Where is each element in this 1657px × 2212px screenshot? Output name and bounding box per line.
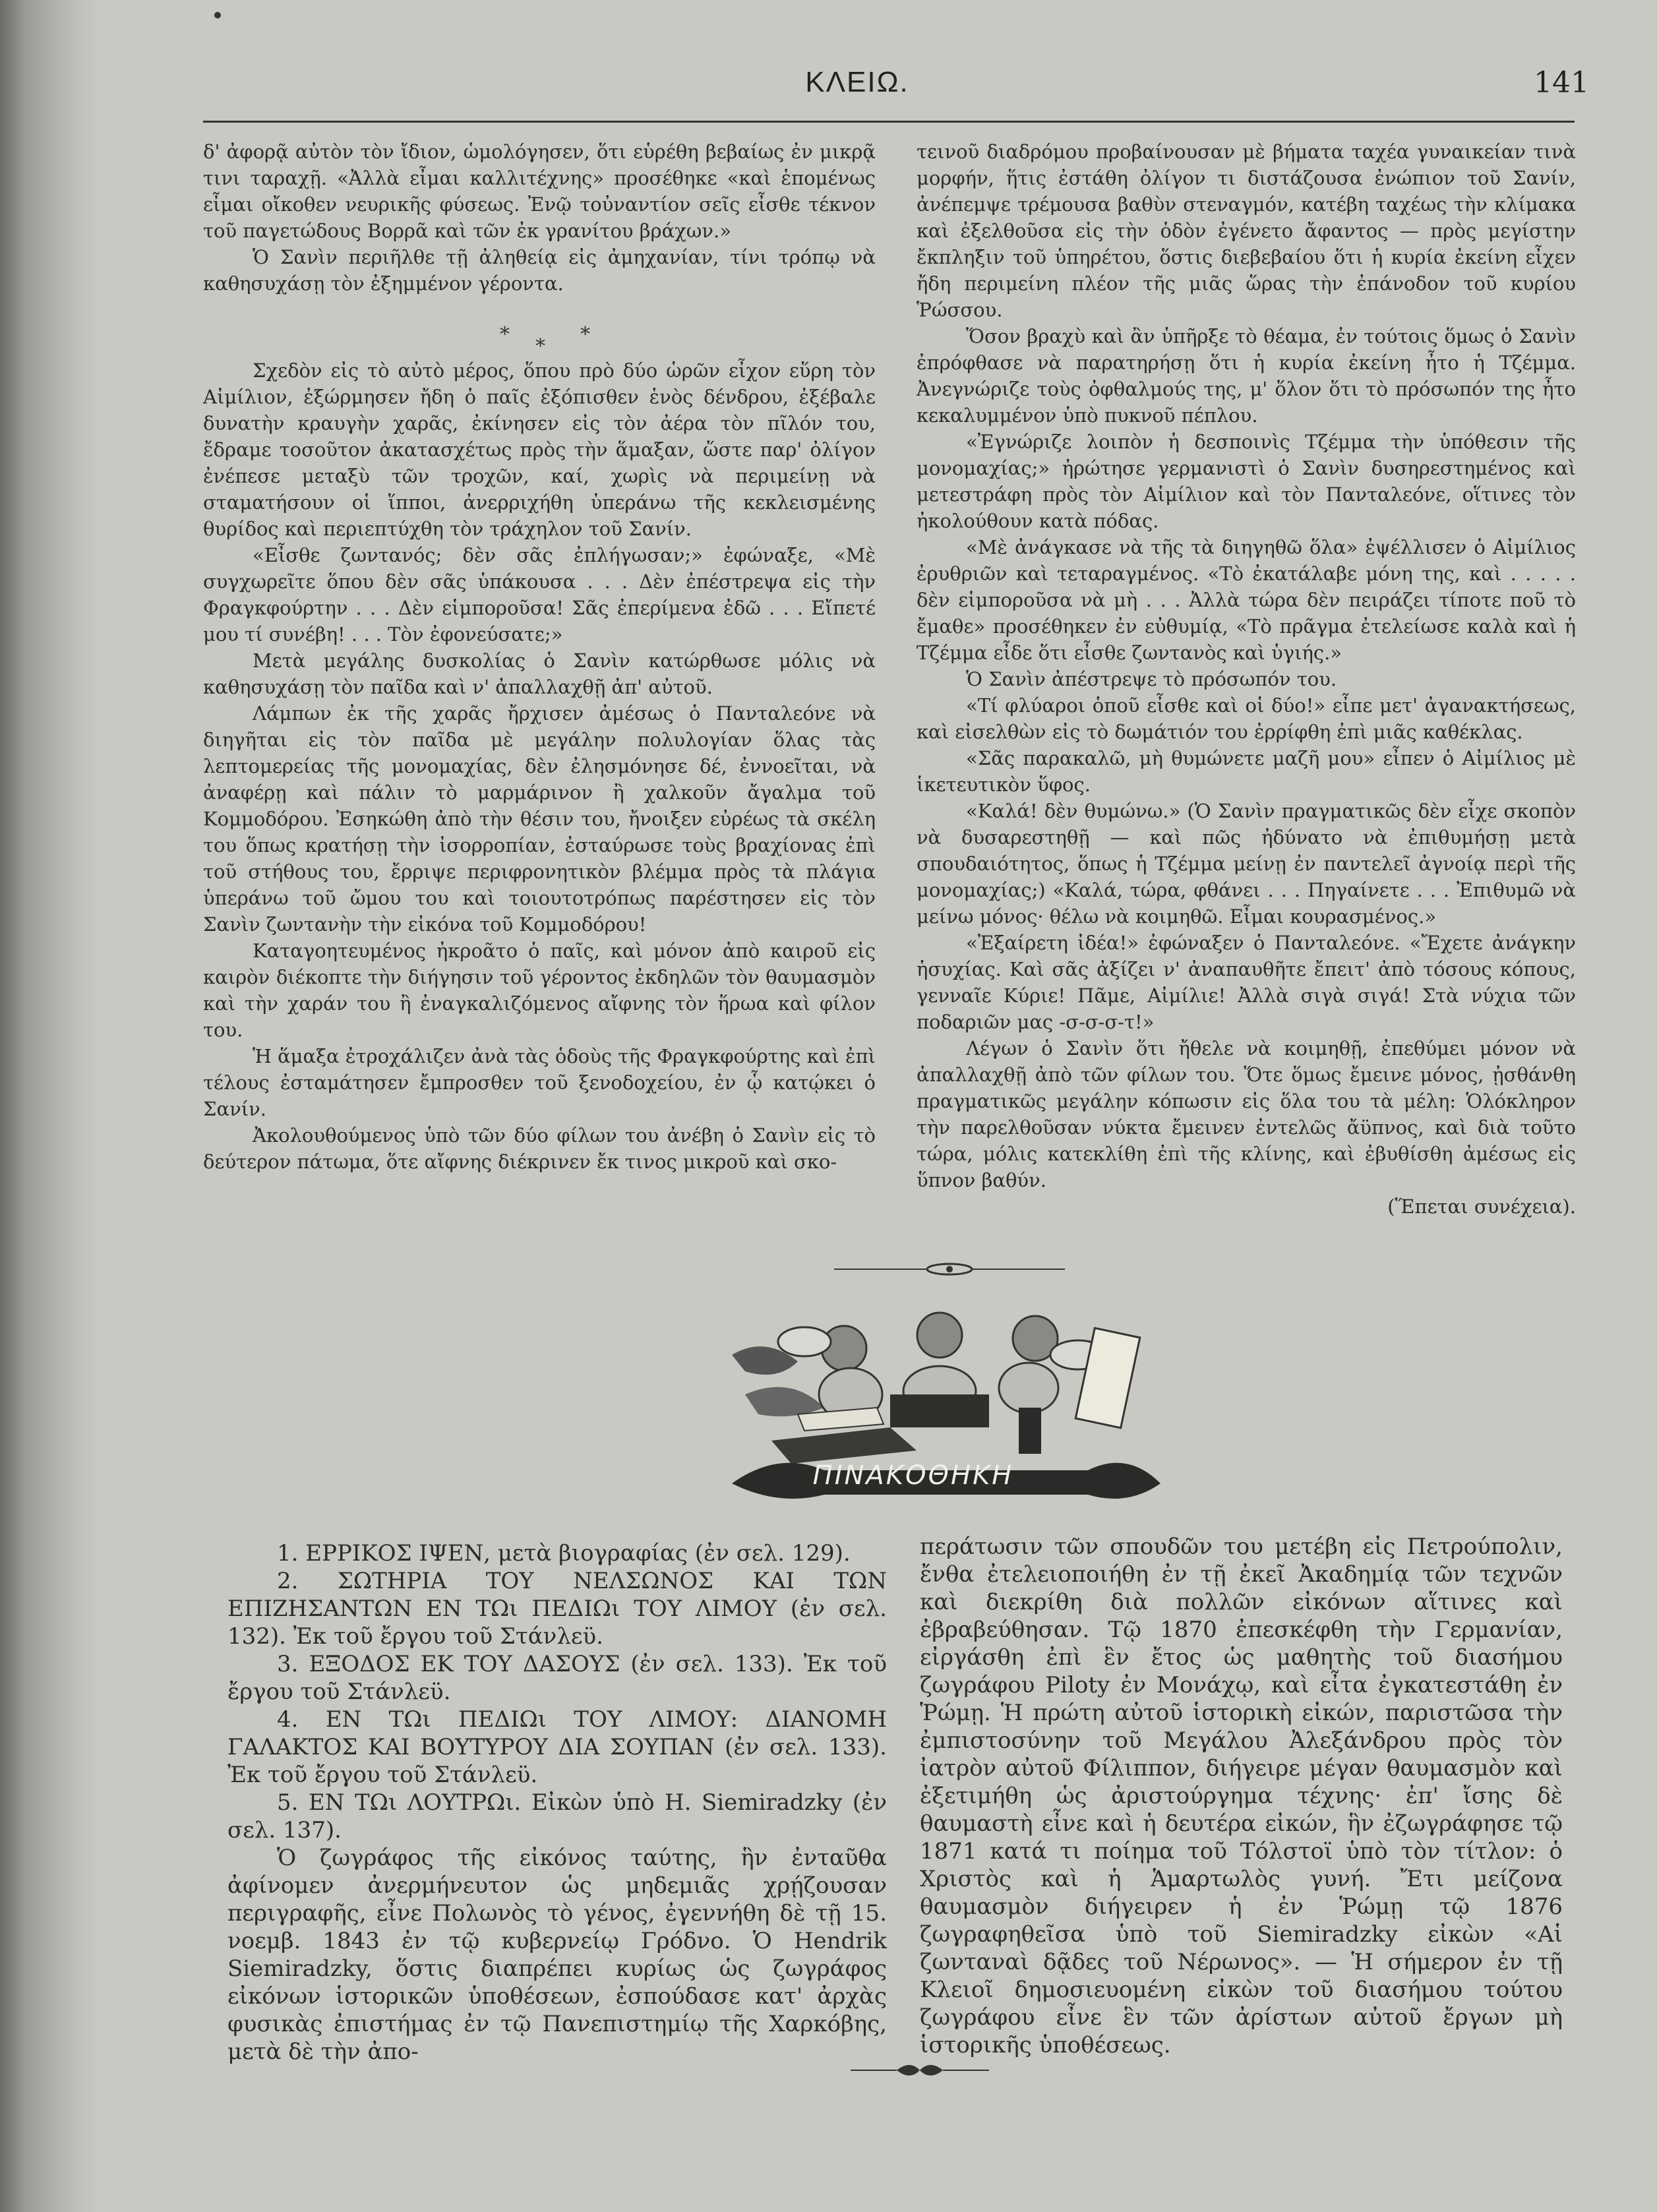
painter-bio: Ὁ ζωγράφος τῆς εἰκόνος ταύτης, ἣν ἐνταῦθα ἀφίνομεν ἀνερμήνευτον ὡς μηδεμιᾶς χρῄζουσαν περιγραφῆς, εἶνε Πολωνὸς τὸ γένος, ἐγεννήθη δὲ τῇ 15. νοεμβ. 1843 ἐν τῷ κυβερνείῳ Γρόδνο. Ὁ Hendrik Siemiradzky, ὅστις διαπρέπει κυρίως ὡς ζωγράφος εἰκόνων ἱστορικῶν ὑποθέσεων, ἐσπούδασε κατ' ἀρχὰς φυσικὰς ἐπιστήμας ἐν τῷ Πανεπιστημίῳ τῆς Χαρκόβης, μετὰ δὲ τὴν ἀπο- bbox=[227, 1845, 887, 2065]
cherub-wing bbox=[778, 1327, 831, 1356]
paragraph: «Ἐξαίρετη ἰδέα!» ἐφώναξεν ὁ Πανταλεόνε. «Ἔχετε ἀνάγκην ἡσυχίας. Καὶ σᾶς ἀξίζει ν' ἀναπαυθῆτε ἔπειτ' ἀπὸ τόσους κόπους, γενναῖε Κύριε! Πᾶμε, Αἰμίλιε! Ἀλλὰ σιγὰ σιγά! Στὰ νύχια τῶν ποδαριῶν μας -σ-σ-σ-τ!» bbox=[917, 932, 1576, 1033]
ink-speck bbox=[214, 12, 221, 18]
paragraph: δ' ἀφορᾷ αὐτὸν τὸν ἴδιον, ὡμολόγησεν, ὅτι εὑρέθη βεβαίως ἐν μικρᾷ τινι ταραχῇ. «Ἀλλὰ εἶμαι καλλιτέχνης» προσέθηκε «καὶ ἑπομένως εἶμαι οἴκοθεν νευρικῆς φύσεως. Ἐνῷ τοὐναντίον σεῖς εἶσθε τέκνον τοῦ παγετώδους Βορρᾶ καὶ τῶν ἐκ γρανίτου βράχων.» bbox=[203, 140, 876, 242]
paragraph: Σχεδὸν εἰς τὸ αὐτὸ μέρος, ὅπου πρὸ δύο ὡρῶν εἶχον εὕρη τὸν Αἰμίλιον, ἐξώρμησεν ἤδη ὁ παῖς ἐξόπισθεν ἑνὸς δένδρου, ἐξέβαλε δυνατὴν κραυγὴν χαρᾶς, ἐκίνησεν εἰς τὸν ἀέρα τὸν πῖλόν του, ἔδραμε τοσοῦτον ἀκατασχέτως πρὸς τὴν ἅμαξαν, ὥστε παρ' ὀλίγον ἐνέπεσε μεταξὺ τῶν τροχῶν, καί, χωρὶς νὰ περιμείνῃ νὰ σταματήσουν οἱ ἵπποι, ἀνερριχήθη ὑπεράνω τῆς κεκλεισμένης θυρίδος καὶ περιεπτύχθη τὸν τράχηλον τοῦ Σανίν. bbox=[203, 359, 876, 540]
item-text: ΕΝ ΤΩι ΛΟΥΤΡΩι. Εἰκὼν ὑπὸ Η. Siemiradzky (ἐν σελ. 137). bbox=[227, 1789, 887, 1843]
item-text: ΕΡΡΙΚΟΣ ΙΨΕΝ, μετὰ βιογραφίας (ἐν σελ. 129). bbox=[305, 1540, 851, 1567]
running-title: ΚΛΕΙΩ. bbox=[805, 66, 909, 98]
paragraph: τεινοῦ διαδρόμου προβαίνουσαν μὲ βήματα ταχέα γυναικείαν τινὰ μορφήν, ἥτις ἐστάθη ὀλίγον τι διστάζουσα ἐνώπιον τοῦ Σανίν, ἀνέπεμψε τρέμουσα βαθὺν στεναγμόν, κατέβη ταχέως τὴν κλίμακα καὶ ἐξελθοῦσα εἰς τὴν ὁδὸν ἐγένετο ἄφαντος — πρὸς μεγίστην ἔκπληξιν τοῦ ὑπηρέτου, ὅστις διεβεβαίου ὅτι ἡ κυρία ἐκείνη εἶχεν ἤδη περιμείνη πλέον τῆς μιᾶς ὥρας τὴν ἐπάνοδον τοῦ κυρίου Ῥώσσου. bbox=[917, 140, 1576, 321]
star: * bbox=[500, 323, 510, 346]
paragraph: Ὅσον βραχὺ καὶ ἂν ὑπῆρξε τὸ θέαμα, ἐν τούτοις ὅμως ὁ Σανὶν ἐπρόφθασε νὰ παρατηρήσῃ ὅτι ἡ κυρία ἐκείνη ἦτο ἡ Τζέμμα. Ἀνεγνώριζε τοὺς ὀφθαλμούς της, μ' ὅλον ὅτι τὸ πρόσωπόν της ἦτο κεκαλυμμένον ὑπὸ πυκνοῦ πέπλου. bbox=[917, 325, 1576, 427]
paragraph: Μετὰ μεγάλης δυσκολίας ὁ Σανὶν κατώρθωσε μόλις νὰ καθησυχάσῃ τὸν παῖδα καὶ ν' ἀπαλλαχθῇ ἀπ' αὐτοῦ. bbox=[203, 649, 876, 698]
rule-ornament bbox=[834, 1256, 1065, 1282]
paragraph: Λάμπων ἐκ τῆς χαρᾶς ἤρχισεν ἀμέσως ὁ Πανταλεόνε νὰ διηγῆται εἰς τὸν παῖδα μὲ μεγάλην πολυλογίαν ὅλας τὰς λεπτομερείας τῆς μονομαχίας, δὲν ἐλησμόνησε δέ, ἐννοεῖται, νὰ ἀναφέρῃ καὶ πάλιν τὸ μαρμάρινον ἢ χαλκοῦν ἄγαλμα τοῦ Κομμοδόρου. Ἐσηκώθη ἀπὸ τὴν θέσιν του, ἤνοιξεν εὐρέως τὰ σκέλη του ὅπως κρατήσῃ τὴν ἰσορροπίαν, ἐσταύρωσε τοὺς βραχίονας ἐπὶ τοῦ στήθους του, ἔρριψε περιφρονητικὸν βλέμμα πρὸς τὰ πλάγια ὑπεράνω τοῦ ὤμου του καὶ τοιουτοτρόπως παρέστησεν εἰς τὸν Σανὶν ζωντανὴν τὴν εἰκόνα τοῦ Κομμοδόρου! bbox=[203, 702, 876, 936]
painter-bio-continued: περάτωσιν τῶν σπουδῶν του μετέβη εἰς Πετρούπολιν, ἔνθα ἐτελειοποιήθη ἐν τῇ ἐκεῖ Ἀκαδημίᾳ τῶν τεχνῶν καὶ διεκρίθη διὰ πολλῶν εἰκόνων αἵτινες καὶ ἐβραβεύθησαν. Τῷ 1870 ἐπεσκέφθη τὴν Γερμανίαν, εἰργάσθη ἐπὶ ἓν ἔτος ὡς μαθητὴς τοῦ διασήμου ζωγράφου Piloty ἐν Μονάχῳ, καὶ εἶτα ἐγκατεστάθη ἐν Ῥώμῃ. Ἡ πρώτη αὐτοῦ ἱστορικὴ εἰκών, παριστῶσα τὴν ἐμπιστοσύνην τοῦ Μεγάλου Ἀλεξάνδρου πρὸς τὸν ἰατρὸν αὐτοῦ Φίλιππον, διήγειρε μέγαν θαυμασμὸν καὶ ἐξετιμήθη ὡς ἀριστούργημα τέχνης· ἐπ' ἴσης δὲ θαυμαστὴ εἶνε καὶ ἡ δευτέρα εἰκών, ἣν ἐζωγράφησε τῷ 1871 κατά τι ποίημα τοῦ Τόλστοϊ ὑπὸ τὸν τίτλον: ὁ Χριστὸς καὶ ἡ Ἁμαρτωλὸς γυνή. Ἔτι μείζονα θαυμασμὸν διήγειρεν ἡ ἐν Ῥώμῃ τῷ 1876 ζωγραφηθεῖσα ὑπὸ τοῦ Siemiradzky εἰκὼν «Αἱ ζωνταναὶ δᾷδες τοῦ Νέρωνος». — Ἡ σήμερον ἐν τῇ Κλειοῖ δημοσιευομένη εἰκὼν τοῦ διασήμου τούτου ζωγράφου εἶνε ἓν τῶν ἀρίστων αὐτοῦ ἔργων μὴ ἱστορικῆς ὑποθέσεως. bbox=[920, 1534, 1563, 2058]
paragraph: «Σᾶς παρακαλῶ, μὴ θυμώνετε μαζῆ μου» εἶπεν ὁ Αἰμίλιος μὲ ἱκετευτικὸν ὕφος. bbox=[917, 747, 1576, 796]
star: * bbox=[580, 323, 590, 346]
gallery-item bbox=[227, 1567, 887, 1650]
page-edge-shadow bbox=[0, 0, 99, 2212]
gallery-item bbox=[227, 1539, 887, 1567]
paragraph: Ἡ ἅμαξα ἐτροχάλιζεν ἀνὰ τὰς ὁδοὺς τῆς Φραγκφούρτης καὶ ἐπὶ τέλους ἐσταμάτησεν ἔμπροσθεν τοῦ ξενοδοχείου, ἐν ᾧ κατῴκει ὁ Σανίν. bbox=[203, 1045, 876, 1120]
paragraph: «Καλά! δὲν θυμώνω.» (Ὁ Σανὶν πραγματικῶς δὲν εἶχε σκοπὸν νὰ δυσαρεστηθῇ — καὶ πῶς ἠδύνατο νὰ ἐπιθυμήσῃ μετὰ σπουδαιότητος, ὅπως ἡ Τζέμμα μείνῃ ἐν παντελεῖ ἀγνοίᾳ περὶ τῆς μονομαχίας;) «Καλά, τώρα, φθάνει . . . Πηγαίνετε . . . Ἐπιθυμῶ νὰ μείνω μόνος· θέλω νὰ κοιμηθῶ. Εἶμαι κουρασμένος.» bbox=[917, 800, 1576, 928]
gallery-item bbox=[227, 1706, 887, 1789]
continued-note: (Ἕπεται συνέχεια). bbox=[1387, 1195, 1576, 1218]
gallery-item bbox=[227, 1789, 887, 1844]
item-text: ΣΩΤΗΡΙΑ ΤΟΥ ΝΕΛΣΩΝΟΣ ΚΑΙ ΤΩΝ ΕΠΙΖΗΣΑΝΤΩΝ ΕΝ ΤΩι ΠΕΔΙΩι ΤΟΥ ΛΙΜΟΥ (ἐν σελ. 132). Ἐκ τοῦ ἔργου τοῦ Στάνλεϋ. bbox=[227, 1568, 887, 1650]
item-number: 5. bbox=[277, 1789, 299, 1816]
paragraph: «Ἐγνώριζε λοιπὸν ἡ δεσποινὶς Τζέμμα τὴν ὑπόθεσιν τῆς μονομαχίας;» ἠρώτησε γερμανιστὶ ὁ Σανὶν δυσηρεστημένος καὶ μετεστράφη πρὸς τὸν Αἰμίλιον καὶ τὸν Πανταλεόνε, οἵτινες τὸν ἠκολούθουν κατὰ πόδας. bbox=[917, 431, 1576, 532]
item-number: 2. bbox=[277, 1568, 299, 1594]
story-right-column bbox=[917, 138, 1576, 1220]
star: * bbox=[535, 335, 545, 358]
item-text: ΕΝ ΤΩι ΠΕΔΙΩι ΤΟΥ ΛΙΜΟΥ: ΔΙΑΝΟΜΗ ΓΑΛΑΚΤΟΣ ΚΑΙ ΒΟΥΤΥΡΟΥ ΔΙΑ ΣΟΥΠΑΝ (ἐν σελ. 133). Ἐκ τοῦ ἔργου τοῦ Στάνλεϋ. bbox=[227, 1706, 888, 1788]
paragraph: Ὁ Σανὶν περιῆλθε τῇ ἀληθείᾳ εἰς ἀμηχανίαν, τίνι τρόπῳ νὰ καθησυχάσῃ τὸν ἐξημμένον γέροντα. bbox=[203, 246, 876, 295]
paragraph: «Μὲ ἀνάγκασε νὰ τῆς τὰ διηγηθῶ ὅλα» ἐψέλλισεν ὁ Αἰμίλιος ἐρυθριῶν καὶ τεταραγμένος. «Τὸ ἐκατάλαβε μόνη της, καὶ . . . . . δὲν εἱμποροῦσα νὰ μὴ . . . Ἀλλὰ τώρα δὲν πειράζει τίποτε ποῦ τὸ ἔμαθε» προσέθηκεν ἐν εὐθυμίᾳ, «Τὸ πρᾶγμα ἐτελείωσε καλὰ καὶ ἡ Τζέμμα εἶδε ὅτι εἶσθε ζωντανὸς καὶ ὑγιής.» bbox=[917, 536, 1576, 664]
item-number: 3. bbox=[277, 1651, 299, 1677]
paragraph: «Εἶσθε ζωντανός; δὲν σᾶς ἐπλήγωσαν;» ἐφώναξε, «Μὲ συγχωρεῖτε ὅπου δὲν σᾶς ὑπάκουσα . . . Δὲν ἐπέστρεψα εἰς τὴν Φραγκφούρτην . . . Δὲν εἱμποροῦσα! Σᾶς ἐπερίμενα ἐδῶ . . . Εἴπετέ μου τί συνέβη! . . . Τὸν ἐφονεύσατε;» bbox=[203, 544, 876, 645]
section-stars bbox=[488, 323, 620, 363]
header-rule bbox=[203, 121, 1575, 123]
item-text: ΕΞΟΔΟΣ ΕΚ ΤΟΥ ΔΑΣΟΥΣ (ἐν σελ. 133). Ἐκ τοῦ ἔργου τοῦ Στάνλεϋ. bbox=[227, 1651, 887, 1705]
story-left-column bbox=[203, 138, 876, 1175]
item-number: 4. bbox=[277, 1706, 299, 1733]
item-number: 1. bbox=[277, 1540, 299, 1567]
paragraph: Λέγων ὁ Σανὶν ὅτι ἤθελε νὰ κοιμηθῇ, ἐπεθύμει μόνον νὰ ἀπαλλαχθῇ ἀπὸ τῶν φίλων του. Ὅτε ὅμως ἔμεινε μόνος, ᾐσθάνθη πραγματικῶς μεγάλην κόπωσιν εἰς ὅλα του τὰ μέλη: Ὁλόκληρον τὴν παρελθοῦσαν νύκτα ἔμεινεν ἐντελῶς ἄϋπνος, καὶ διὰ τοῦτο τώρα, μόλις κατεκλίθη ἐπὶ τῆς κλίνης, καὶ ἐβυθίσθη ἀμέσως εἰς ὕπνον βαθύν. bbox=[917, 1037, 1576, 1191]
gallery-list-left bbox=[227, 1539, 887, 2066]
gallery-banner-label: ΠΙΝΑΚΟΘΗΚΗ bbox=[812, 1460, 1014, 1491]
gallery-item bbox=[227, 1650, 887, 1706]
end-ornament bbox=[851, 2057, 989, 2083]
gallery-list-right bbox=[920, 1533, 1563, 2059]
paragraph: Καταγοητευμένος ἠκροᾶτο ὁ παῖς, καὶ μόνον ἀπὸ καιροῦ εἰς καιρὸν διέκοπτε τὴν διήγησιν τοῦ γέροντος ἐκδηλῶν τὸν θαυμασμὸν καὶ τὴν χαράν του ἢ ἐναγκαλιζόμενος αἴφνης τὸν ἥρωα καὶ φίλον του. bbox=[203, 940, 876, 1041]
paragraph: Ἀκολουθούμενος ὑπὸ τῶν δύο φίλων του ἀνέβη ὁ Σανὶν εἰς τὸ δεύτερον πάτωμα, ὅτε αἴφνης διέκρινεν ἔκ τινος μικροῦ καὶ σκο- bbox=[203, 1124, 876, 1173]
paragraph: «Τί φλύαροι ὁποῦ εἶσθε καὶ οἱ δύο!» εἶπε μετ' ἀγανακτήσεως, καὶ εἰσελθὼν εἰς τὸ δωμάτιόν του ἐρρίφθη ἐπὶ μιᾶς καθέκλας. bbox=[917, 694, 1576, 743]
page-number: 141 bbox=[1534, 66, 1589, 100]
paragraph: Ὁ Σανὶν ἀπέστρεψε τὸ πρόσωπόν του. bbox=[966, 668, 1337, 690]
